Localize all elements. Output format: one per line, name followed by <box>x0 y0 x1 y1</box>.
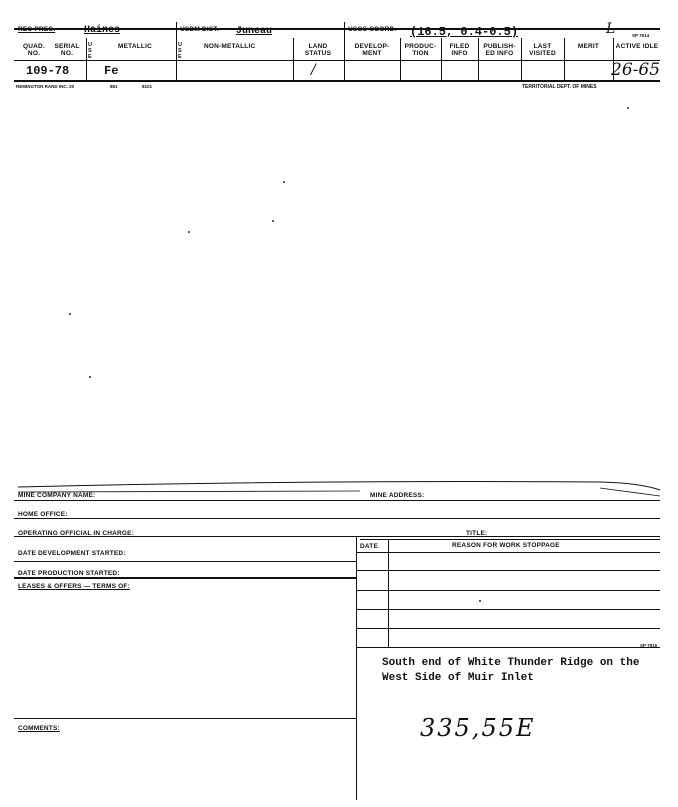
row-rule <box>14 561 356 562</box>
card-top-edge <box>0 474 678 498</box>
printer-note: REMINGTON RAND INC. 20 <box>16 84 75 89</box>
rec-prec-value: Haines <box>84 25 121 36</box>
development-header: DEVELOP- MENT <box>354 43 390 57</box>
printer-code: 8101 <box>142 84 153 89</box>
active-idle-header: ACTIVE IDLE <box>615 43 659 50</box>
row-rule <box>14 518 660 519</box>
operating-official-label: OPERATING OFFICIAL IN CHARGE: <box>18 530 135 537</box>
table-rule <box>356 628 660 629</box>
column-divider <box>356 536 357 800</box>
prod-started-label: DATE PRODUCTION STARTED: <box>18 570 120 577</box>
quad-no-header: QUAD. NO. <box>23 43 45 57</box>
divider <box>293 38 294 80</box>
filed-info-header: FILED INFO <box>449 43 470 57</box>
dept-note: TERRITORIAL DEPT. OF MINES <box>522 84 597 90</box>
table-rule <box>356 590 660 591</box>
quad-serial-value: 109-78 <box>26 64 70 78</box>
divider <box>441 38 442 80</box>
table-rule <box>356 647 660 648</box>
scan-speck <box>479 600 481 602</box>
reason-header: REASON FOR WORK STOPPAGE <box>452 542 560 549</box>
divider <box>478 38 479 80</box>
scan-speck <box>69 313 71 315</box>
divider <box>521 38 522 80</box>
mine-company-label: MINE COMPANY NAME: <box>18 492 96 499</box>
last-visited-header: LAST VISITED <box>529 43 556 57</box>
printer-code: 881 <box>110 84 118 89</box>
published-info-header: PUBLISH- ED INFO <box>483 43 516 57</box>
divider <box>564 38 565 80</box>
divider <box>400 38 401 80</box>
usbm-dist-label: USBM DIST. <box>180 26 219 33</box>
divider <box>86 38 87 80</box>
scan-speck <box>627 107 629 109</box>
row-rule <box>360 539 660 540</box>
leases-label: LEASES & OFFERS — TERMS OF: <box>18 583 130 590</box>
non-metallic-header: NON-METALLIC <box>204 43 256 50</box>
top-card-rule-3 <box>14 80 660 82</box>
location-line-1: South end of White Thunder Ridge on the <box>382 657 640 669</box>
merit-header: MERIT <box>577 43 600 50</box>
usbm-dist-value: Juneau <box>236 26 273 37</box>
use-nonmetallic-header: USE <box>178 42 183 60</box>
table-rule <box>356 552 660 553</box>
usgs-coord-label: USGS COORD. <box>348 26 397 33</box>
row-rule <box>14 500 660 501</box>
row-rule <box>14 718 356 719</box>
title-label: TITLE: <box>466 530 488 537</box>
serial-no-header: SERIAL NO. <box>54 43 80 57</box>
scan-speck <box>188 231 190 233</box>
form-number-bottom: SP 7915 <box>640 643 658 648</box>
home-office-label: HOME OFFICE: <box>18 511 68 518</box>
metallic-header: METALLIC <box>118 43 152 50</box>
location-line-2: West Side of Muir Inlet <box>382 672 534 684</box>
scan-speck <box>283 181 285 183</box>
production-header: PRODUC- TION <box>404 43 437 57</box>
divider <box>176 22 177 80</box>
dev-started-label: DATE DEVELOPMENT STARTED: <box>18 550 126 557</box>
rec-prec-label: REC PREC. <box>18 26 56 33</box>
metallic-value: Fe <box>104 64 119 78</box>
usgs-coord-value: (16.5, 0.4-0.5) <box>410 25 519 39</box>
use-metallic-header: USE <box>88 42 93 60</box>
corner-mark: L <box>606 21 616 37</box>
land-status-header: LAND STATUS <box>304 43 332 57</box>
form-number-top: SP 7914 <box>632 33 650 38</box>
table-rule <box>356 570 660 571</box>
row-rule <box>14 577 356 579</box>
handwritten-number: 335,55E <box>420 714 536 742</box>
land-status-value: / <box>311 62 316 78</box>
comments-label: COMMENTS: <box>18 725 60 732</box>
date-header: DATE <box>360 543 379 550</box>
scan-speck <box>89 376 91 378</box>
scan-speck <box>272 220 274 222</box>
mine-address-label: MINE ADDRESS: <box>370 492 425 499</box>
table-rule <box>356 609 660 610</box>
active-idle-value: 26-65 <box>611 60 661 80</box>
column-divider <box>388 539 389 647</box>
divider <box>344 22 345 80</box>
